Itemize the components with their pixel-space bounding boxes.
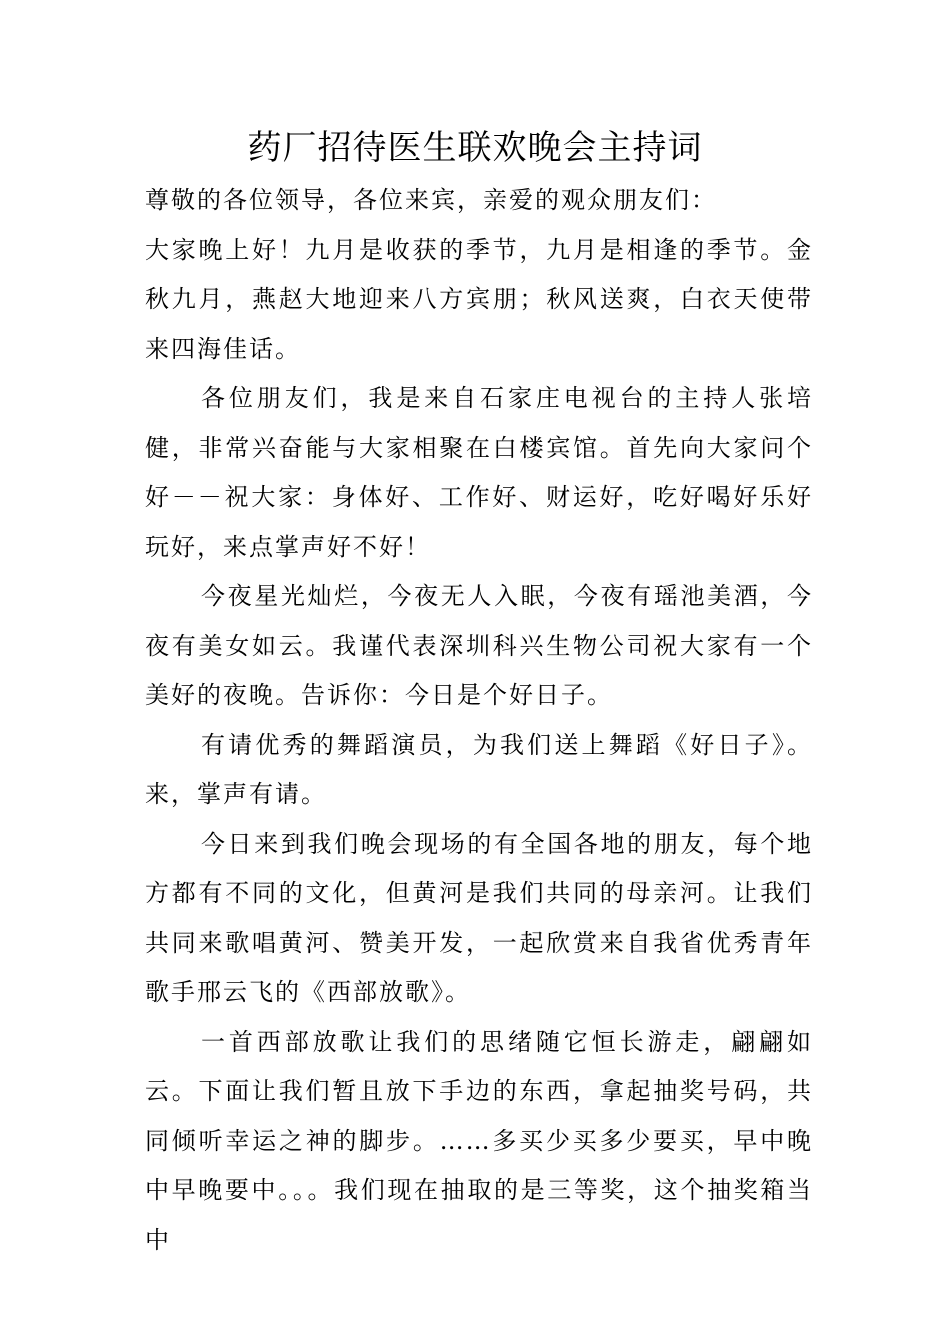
paragraph-host-intro: 各位朋友们，我是来自石家庄电视台的主持人张培健，非常兴奋能与大家相聚在白楼宾馆。首先向大家问个好－－祝大家：身体好、工作好、财运好，吃好喝好乐好玩好，来点掌声好不好！: [145, 384, 813, 561]
document-title: 药厂招待医生联欢晚会主持词: [247, 128, 703, 168]
paragraph-tonight: 今夜星光灿烂，今夜无人入眠，今夜有瑶池美酒，今夜有美女如云。我谨代表深圳科兴生物公司祝大家有一个美好的夜晚。告诉你：今日是个好日子。: [145, 582, 813, 709]
paragraph-opening: 大家晚上好！九月是收获的季节，九月是相逢的季节。金秋九月，燕赵大地迎来八方宾朋；秋风送爽，白衣天使带来四海佳话。: [145, 235, 813, 363]
paragraph-lottery: 一首西部放歌让我们的思绪随它恒长游走，翩翩如云。下面让我们暂且放下手边的东西，拿起抽奖号码，共同倾听幸运之神的脚步。……多买少买多少要买，早中晚中早晚要中。。。我们现在抽取的是三等奖，这个抽奖箱当中: [145, 1027, 813, 1254]
paragraph-song-intro: 今日来到我们晚会现场的有全国各地的朋友，每个地方都有不同的文化，但黄河是我们共同的母亲河。让我们共同来歌唱黄河、赞美开发，一起欣赏来自我省优秀青年歌手邢云飞的《西部放歌》。: [145, 829, 813, 1006]
document-body: [145, 176, 813, 1265]
paragraph-dance-intro: 有请优秀的舞蹈演员，为我们送上舞蹈《好日子》。来，掌声有请。: [145, 730, 813, 808]
paragraph-greeting: 尊敬的各位领导，各位来宾，亲爱的观众朋友们：: [145, 186, 717, 214]
